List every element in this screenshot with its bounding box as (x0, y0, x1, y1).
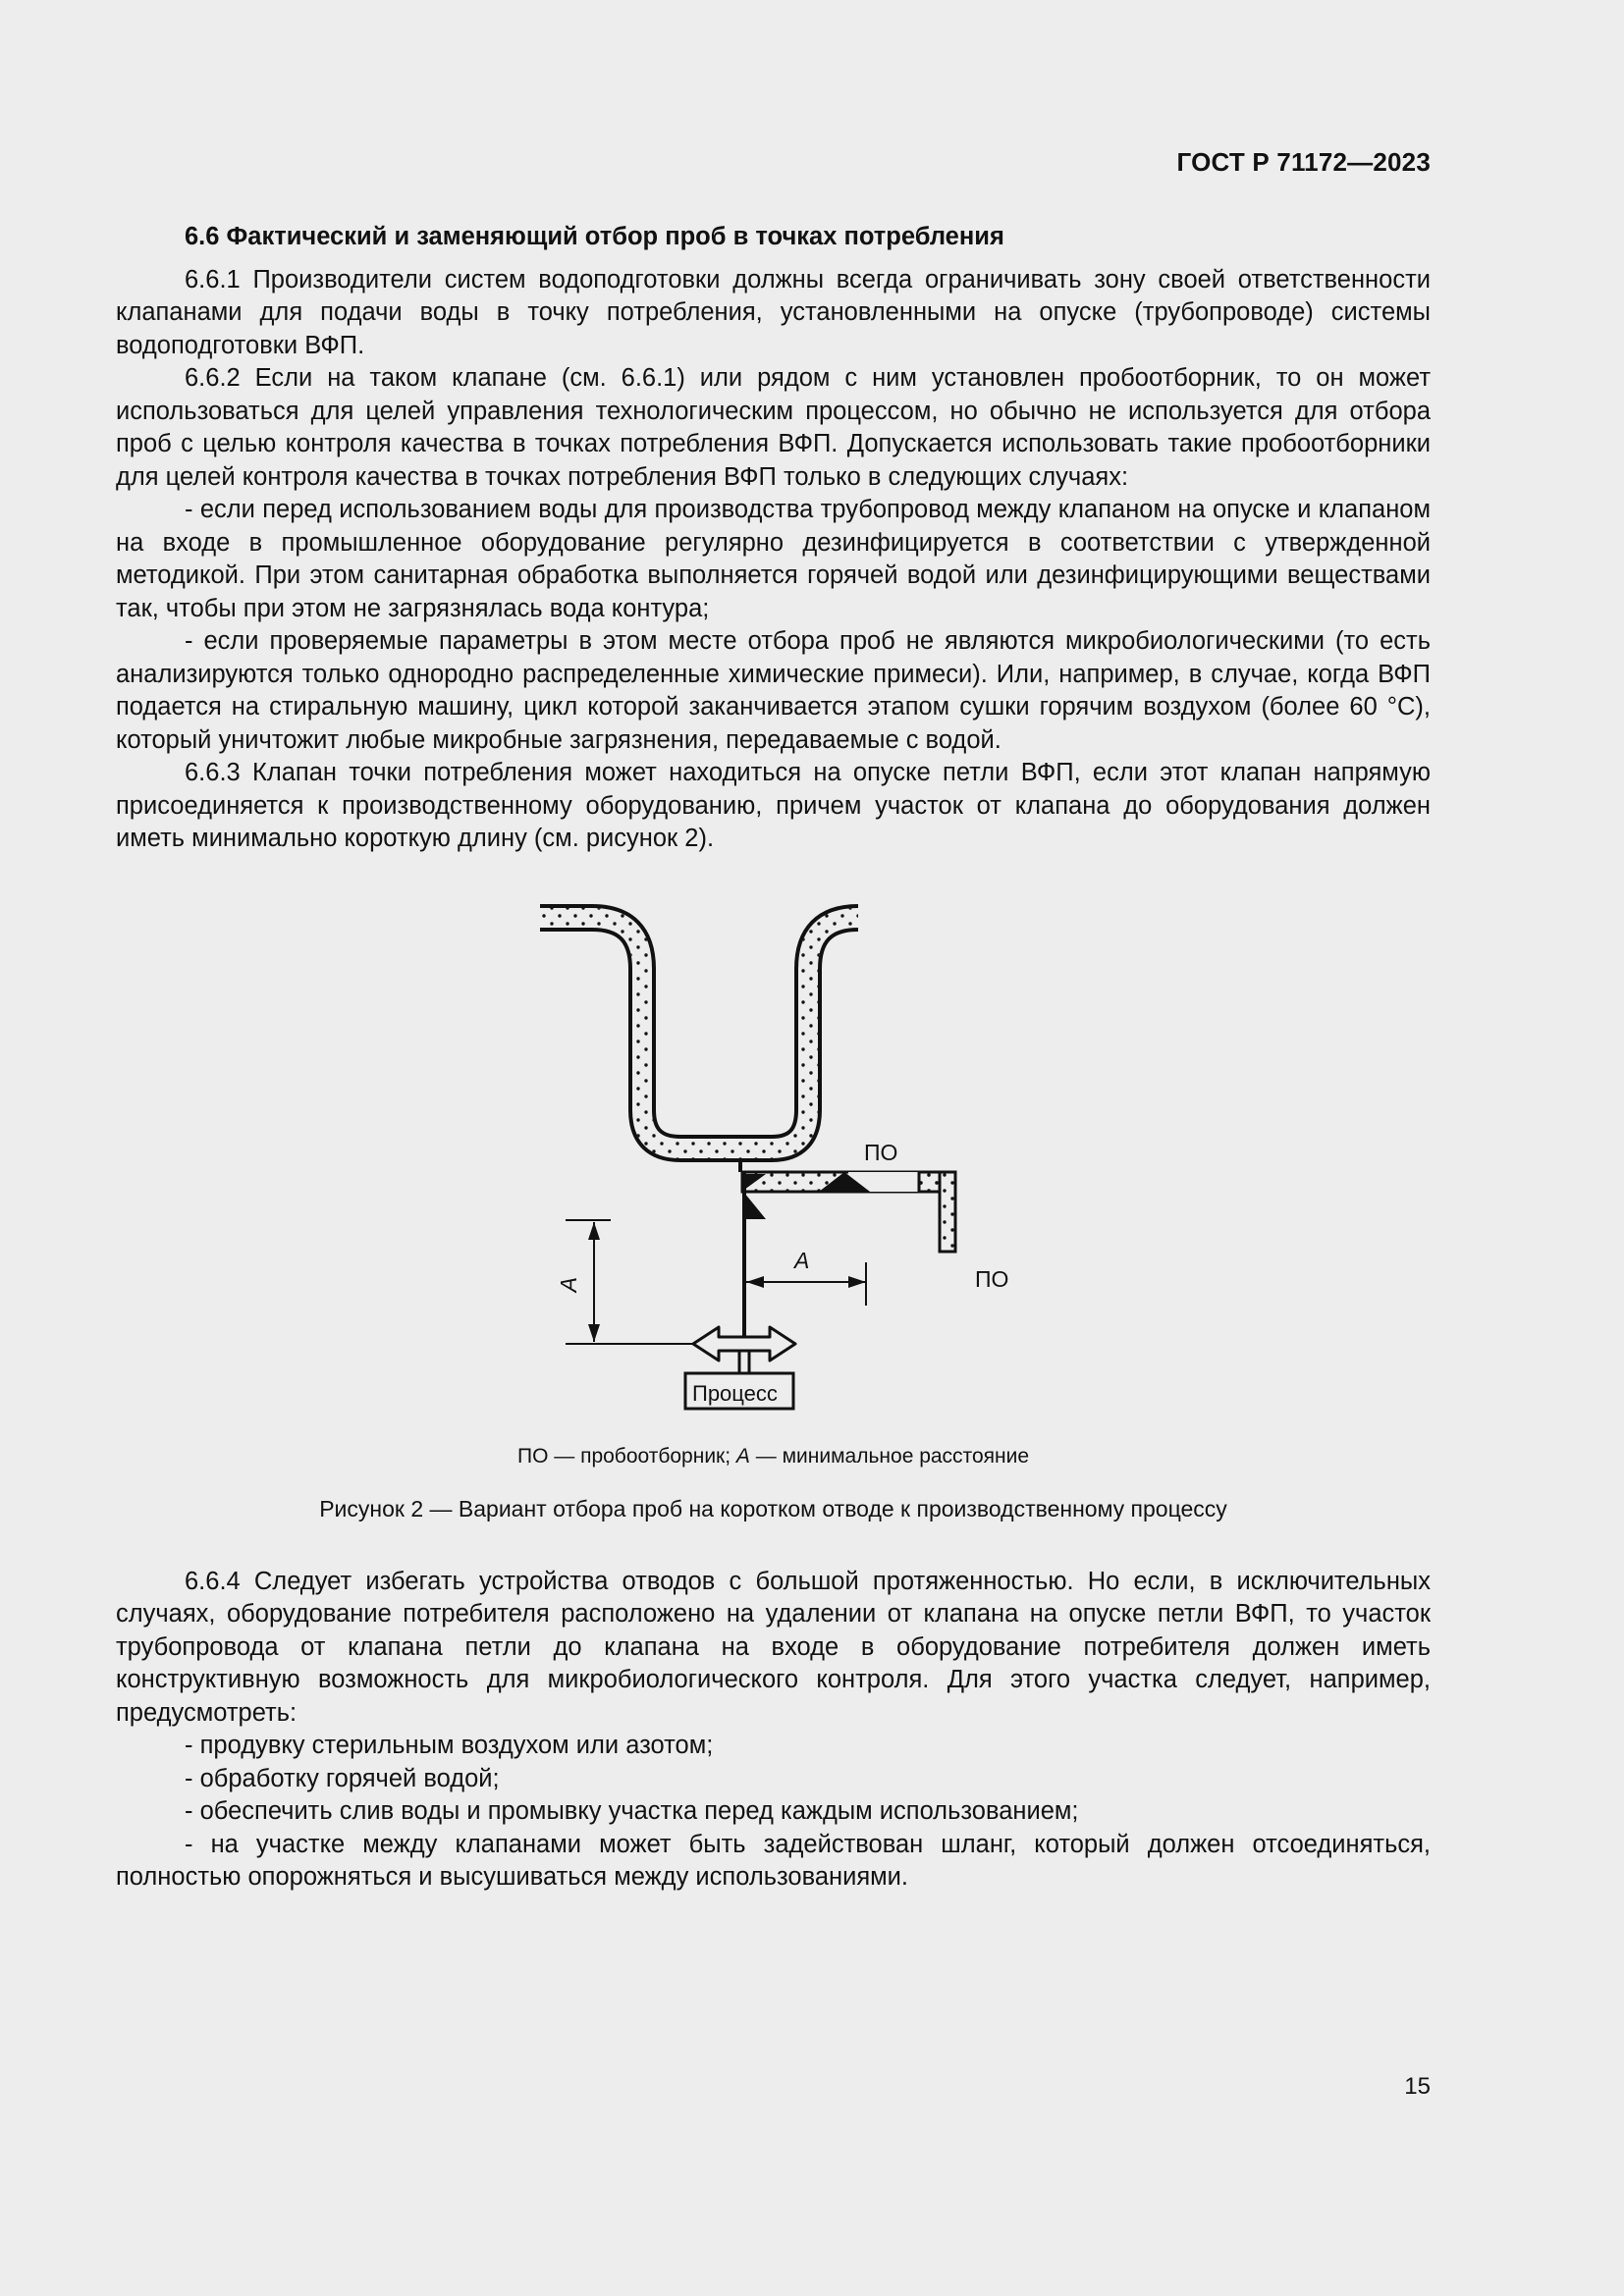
label-process: Процесс (692, 1380, 778, 1406)
list-item: - на участке между клапанами может быть задействован шланг, который должен отсоединяться, полностью опорожняться и высушиваться между использованиями. (116, 1830, 1431, 1891)
document-header: ГОСТ Р 71172—2023 (1176, 147, 1431, 177)
list-item: - обработку горячей водой; (185, 1764, 500, 1792)
legend-text: ПО — пробоотборник; (516, 1444, 736, 1468)
label-sample-point-top: ПО (864, 1139, 898, 1165)
section-title: 6.6 Фактический и заменяющий отбор проб в точках потребления (185, 223, 1004, 250)
paragraph-6-6-1: 6.6.1 Производители систем водоподготовки должны всегда ограничивать зону своей ответственности клапанами для подачи воды в точку потребления, установленными на опуске (трубопроводе) системы водоподготовки ВФП. (116, 265, 1431, 359)
figure-legend (116, 1440, 1431, 1473)
legend-text: — минимальное расстояние (749, 1444, 1030, 1468)
figure-2-diagram (116, 895, 1431, 1440)
list-item: - продувку стерильным воздухом или азотом; (185, 1732, 714, 1759)
label-dimension-vertical: А (555, 1276, 581, 1292)
list-item: - обеспечить слив воды и промывку участка перед каждым использованием; (185, 1797, 1079, 1825)
pipe-diagram (116, 895, 1431, 1440)
figure-caption: Рисунок 2 — Вариант отбора проб на коротком отводе к производственному процессу (319, 1496, 1227, 1522)
list-item: - если перед использованием воды для производства трубопровод между клапаном на опуске и клапаном на входе в промышленное оборудование регулярно дезинфицируется в соответствии с утвержденной методикой. При этом санитарная обработка выполняется горячей водой или дезинфицирующими веществами так, чтобы при этом не загрязнялась вода контура; (116, 496, 1431, 622)
page-number: 15 (1404, 2073, 1431, 2100)
paragraph-6-6-2: 6.6.2 Если на таком клапане (см. 6.6.1) или рядом с ним установлен пробоотборник, то он может использоваться для целей управления технологическим процессом, но обычно не используется для отбора проб с целью контроля качества в точках потребления ВФП. Допускается использовать такие пробоотборники для целей контроля качества в точках потребления ВФП только в следующих случаях: (116, 364, 1431, 491)
paragraph-6-6-3: 6.6.3 Клапан точки потребления может находиться на опуске петли ВФП, если этот клапан напрямую присоединяется к производственному оборудованию, причем участок от клапана до оборудования должен иметь минимально короткую длину (см. рисунок 2). (116, 759, 1431, 852)
loop-pipe (540, 918, 858, 1148)
label-dimension-horizontal: А (794, 1247, 810, 1273)
label-sample-point-right: ПО (975, 1265, 1009, 1292)
list-item: - если проверяемые параметры в этом месте отбора проб не являются микробиологическими (то есть анализируются только однородно распределенные химические примеси). Или, например, в случае, когда ВФП подается на стиральную машину, цикл которой заканчивается этапом сушки горячим воздухом (более 60 °С), который уничтожит любые микробные загрязнения, передаваемые с водой. (116, 627, 1431, 754)
paragraph-6-6-4: 6.6.4 Следует избегать устройства отводов с большой протяженностью. Но если, в исключительных случаях, оборудование потребителя расположено на удалении от клапана на опуске петли ВФП, то участок трубопровода от клапана петли до клапана на входе в оборудование потребителя должен иметь конструктивную возможность для микробиологического контроля. Для этого участка следует, например, предусмотреть: (116, 1567, 1431, 1727)
legend-symbol: А (735, 1444, 750, 1468)
page-content (116, 221, 1431, 1895)
